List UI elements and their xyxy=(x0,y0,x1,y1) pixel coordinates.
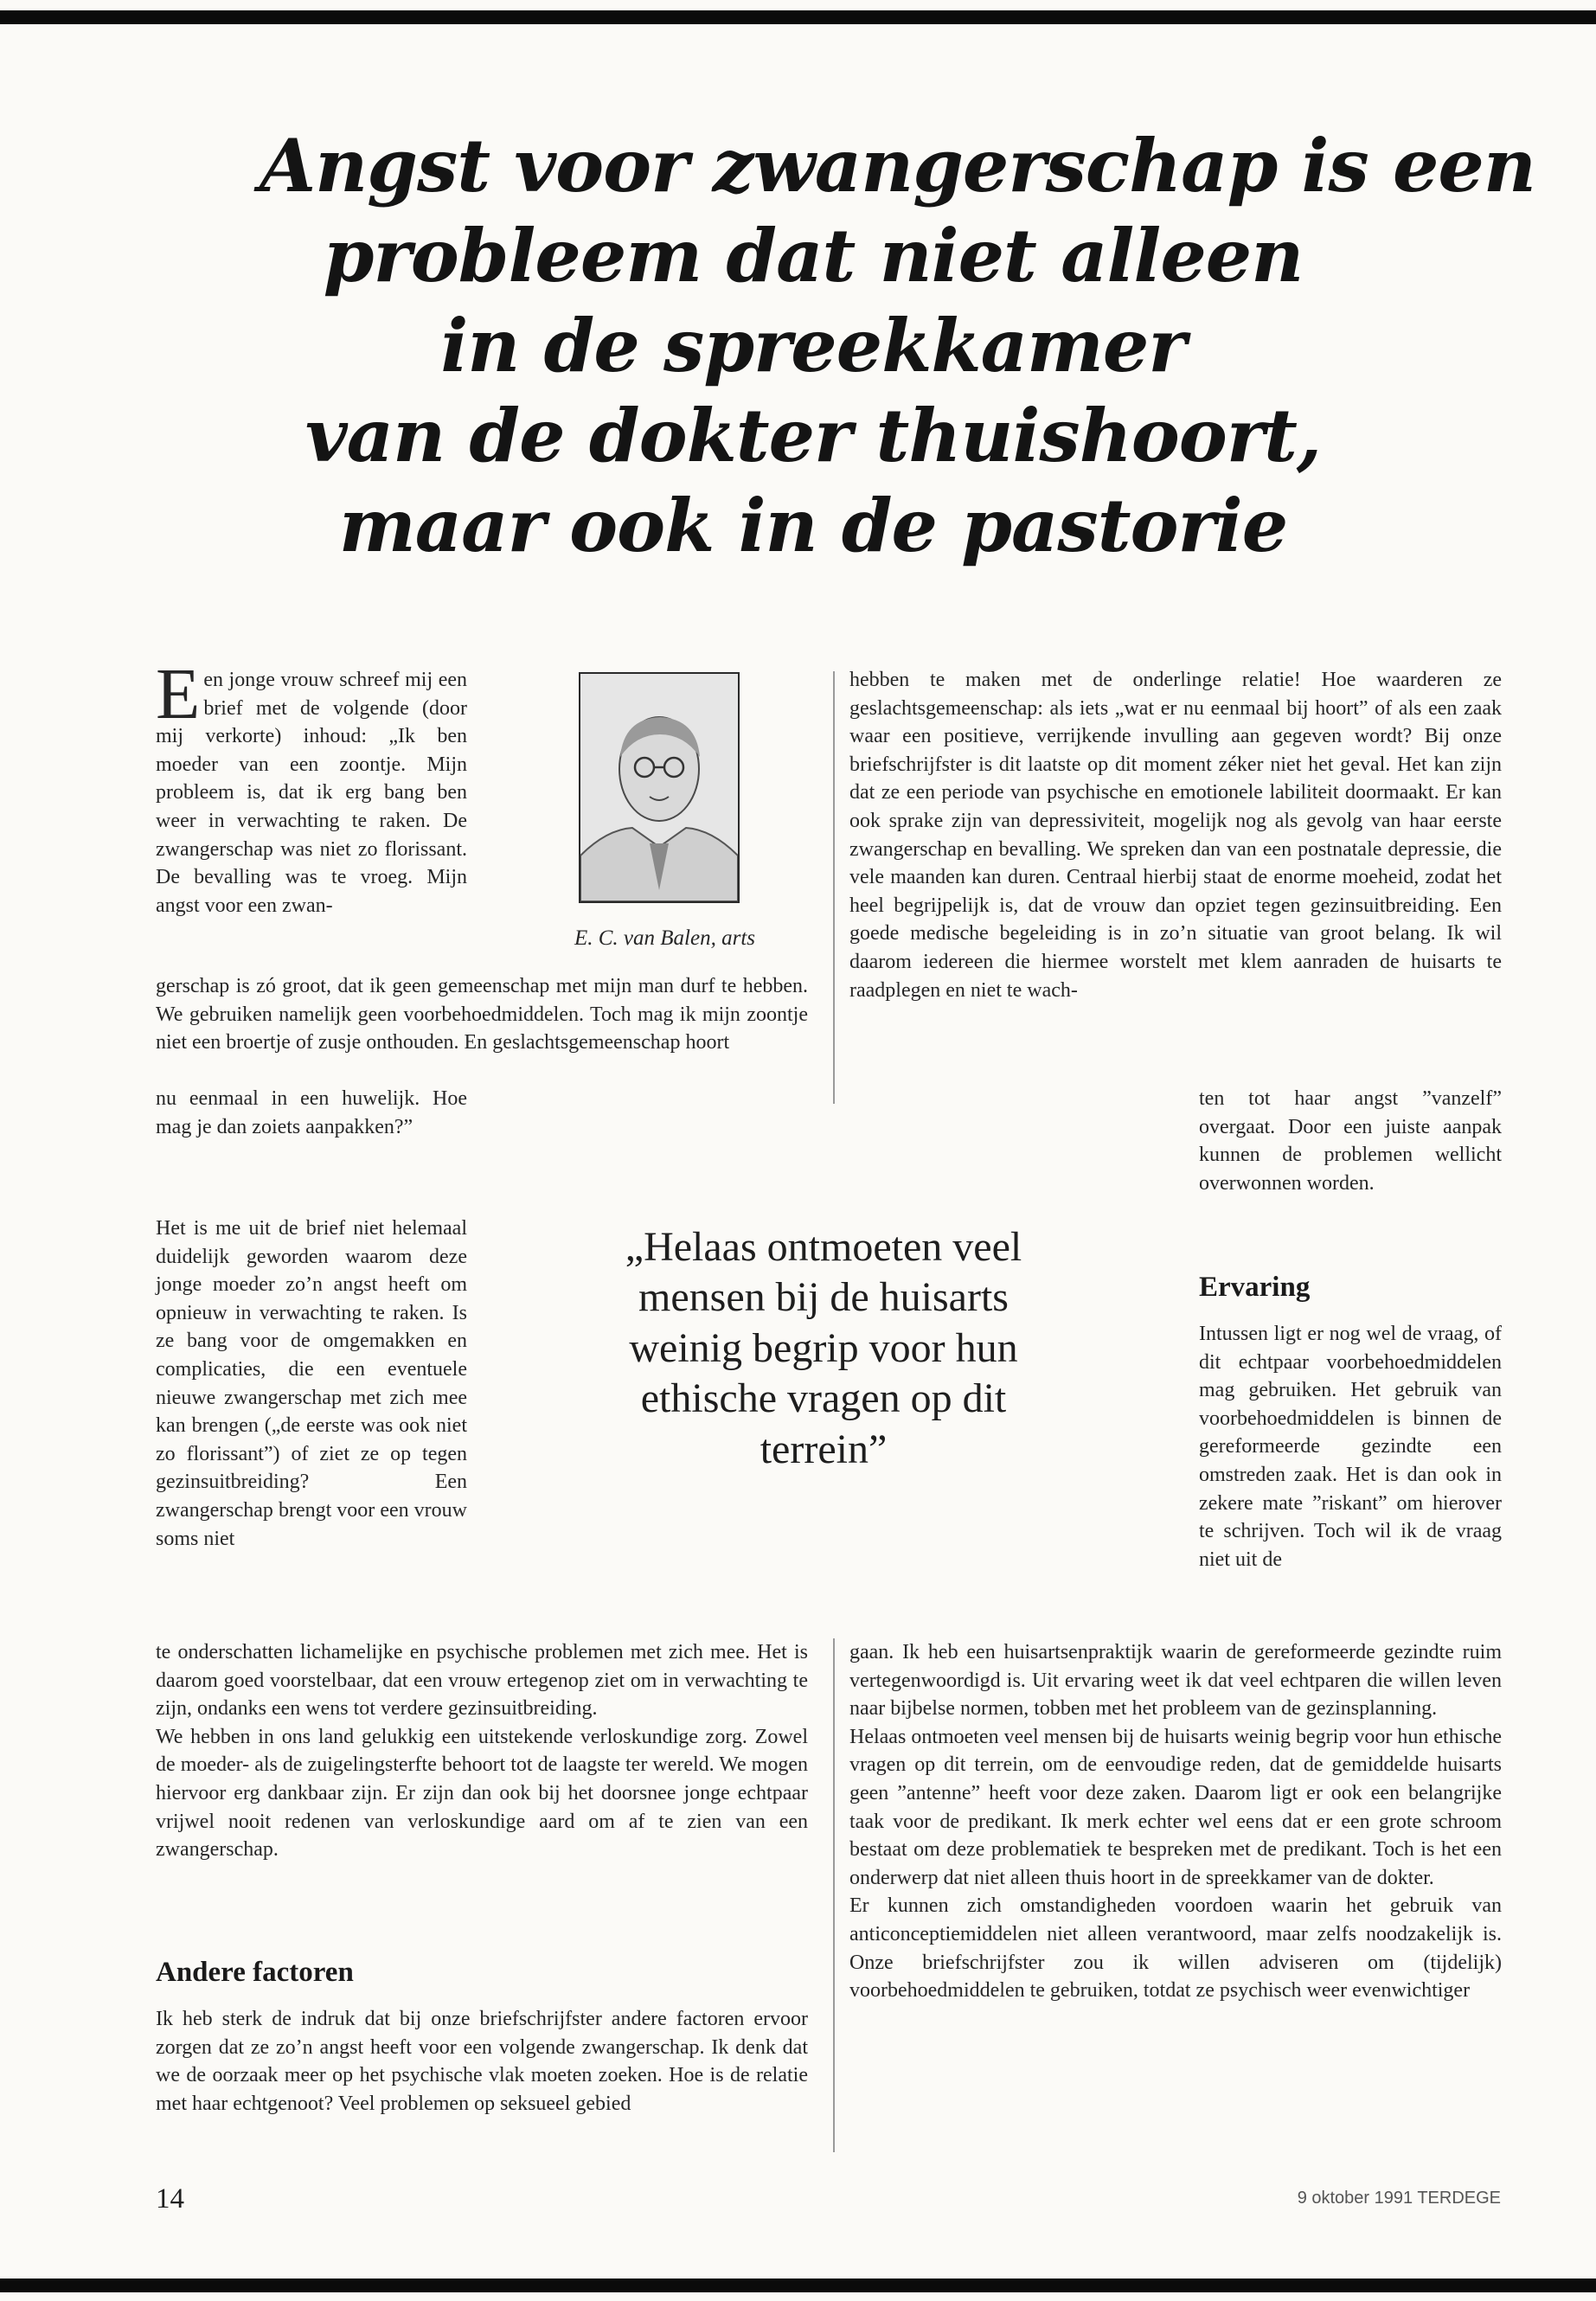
body-paragraph: We hebben in ons land gelukkig een uitstekende verloskundige zorg. Zowel de moeder- als de zuigelingsterfte behoort tot de laagste ter wereld. We mogen hiervoor erg dankbaar zijn. Er zijn dan ook bij het doorsnee jonge echtpaar vrijwel nooit redenen van verloskundige aard om af te zien van een zwangerschap. xyxy=(156,1725,808,1862)
title-line: Angst voor zwangerschap is een xyxy=(260,123,1535,208)
body-paragraph: Helaas ontmoeten veel mensen bij de huisarts weinig begrip voor hun ethische vragen op dit terrein, om de eenvoudige reden, dat de gemiddelde huisarts geen ”antenne” heeft voor deze zaken. Daarom ligt er ook een belangrijke taak voor de predikant. Ik merk echter wel eens dat er een grote schroom bestaat om deze problematiek te bespreken met de predikant. Toch is het een onderwerp dat niet alleen thuis hoort in de spreekkamer van de dokter. xyxy=(849,1725,1502,1889)
right-column-lower xyxy=(849,1638,1502,2005)
left-column-lower xyxy=(156,1638,808,1864)
article-title xyxy=(260,121,1535,571)
issue-date: 9 oktober 1991 TERDEGE xyxy=(1297,2189,1501,2208)
title-line: in de spreekkamer xyxy=(440,303,1186,388)
body-paragraph: Er kunnen zich omstandigheden voordoen waarin het gebruik van anticonceptiemiddelen niet alleen verantwoord, maar zelfs noodzakelijk is. Onze briefschrijfster zou ik willen adviseren om (tijdelijk) voorbehoedmiddelen te gebruiken, totdat ze psychisch weer evenwichtiger xyxy=(849,1894,1502,2003)
body-paragraph: Intussen ligt er nog wel de vraag, of dit echtpaar voorbehoedmiddelen mag gebruiken. Het gebruik van voorbehoedmiddelen is binnen de gereformeerde gezindte een omstreden zaak. Het is dan ook in zekere mate ”riskant” om hierover te schrijven. Toch wil ik de vraag niet uit de xyxy=(1199,1323,1502,1571)
body-paragraph: Het is me uit de brief niet helemaal duidelijk geworden waarom deze jonge moeder zo’n angst heeft om opnieuw in verwachting te raken. Is ze bang voor de omgemakken en complicaties, die een eventuele nieuwe zwangerschap met zich mee kan brengen („de eerste was ook niet zo florissant”) of ziet ze op tegen gezinsuitbreiding? Een zwangerschap brengt voor een vrouw soms niet xyxy=(156,1217,467,1550)
title-line: van de dokter thuishoort, xyxy=(304,393,1322,478)
left-column-tail xyxy=(156,1085,467,1141)
section-heading: Andere factoren xyxy=(156,1957,354,1988)
body-paragraph: Ik heb sterk de indruk dat bij onze briefschrijfster andere factoren ervoor zorgen dat ze zo’n angst heeft voor een volgende zwangerschap. Ik denk dat we de oorzaak meer op het psychische vlak moeten zoeken. Hoe is de relatie met haar echtgenoot? Veel problemen op seksueel gebied xyxy=(156,2008,808,2115)
photo-caption: E. C. van Balen, arts xyxy=(574,926,755,950)
title-line: maar ook in de pastorie xyxy=(338,483,1288,568)
body-paragraph: gaan. Ik heb een huisartsenpraktijk waarin de gereformeerde gezindte ruim vertegenwoordigd is. Uit ervaring weet ik dat veel echtparen die willen leven naar bijbelse normen, tobben met het probleem van de gezinsplanning. xyxy=(849,1641,1502,1721)
right-column-top xyxy=(849,666,1502,1004)
body-paragraph: ten tot haar angst ”vanzelf” overgaat. Door een juiste aanpak kunnen de problemen wellicht overwonnen worden. xyxy=(1199,1087,1502,1195)
title-line: probleem dat niet alleen xyxy=(323,213,1304,298)
left-column-end xyxy=(156,2005,808,2118)
column-rule xyxy=(833,1638,835,2152)
page-number: 14 xyxy=(156,2183,184,2214)
body-paragraph: gerschap is zó groot, dat ik geen gemeenschap met mijn man durf te hebben. We gebruiken namelijk geen voorbehoedmiddelen. Toch mag ik mijn zoontje niet een broertje of zusje onthouden. En geslachtsgemeenschap hoort xyxy=(156,975,808,1054)
body-paragraph: nu eenmaal in een huwelijk. Hoe mag je dan zoiets aanpakken?” xyxy=(156,1087,467,1138)
right-column-ervaring xyxy=(1199,1320,1502,1574)
column-rule xyxy=(833,671,835,1104)
section-heading: Ervaring xyxy=(1199,1272,1311,1303)
body-paragraph: te onderschatten lichamelijke en psychische problemen met zich mee. Het is daarom goed voorstelbaar, dat een vrouw ertegenop ziet om in verwachting te zijn, ondanks een wens tot verdere gezinsuitbreiding. xyxy=(156,1641,808,1721)
right-column-narrow xyxy=(1199,1085,1502,1197)
left-column-body xyxy=(156,972,808,1057)
pull-quote: „Helaas ontmoeten veel mensen bij de huisarts weinig begrip voor hun ethische vragen op dit terrein” xyxy=(625,1224,1022,1472)
left-column-narrow xyxy=(156,1215,467,1553)
body-paragraph: hebben te maken met de onderlinge relatie! Hoe waarderen ze geslachtsgemeenschap: als iets „wat er nu eenmaal bij hoort” of als een zaak waar een positieve, verrijkende invulling aan gegeven wordt? Bij onze briefschrijfster is dit laatste op dit moment zéker niet het geval. Het kan zijn dat ze een periode van psychische en emotionele labiliteit doormaakt. Er kan ook sprake zijn van depressiviteit, mogelijk nog als gevolg van haar eerste zwangerschap en bevalling. We spreken dan van een postnatale depressie, die vele maanden kan duren. Centraal hierbij staat de enorme moeheid, zodat het heel begrijpelijk is, dat de vrouw dan opziet tegen gezinsuitbreiding. Een goede medische begeleiding is in zo’n situatie van groot belang. Ik wil daarom iedereen die hiermee worstelt met klem aanraden de huisarts te raadplegen en niet te wach- xyxy=(849,669,1502,1002)
intro-paragraph: Een jonge vrouw schreef mij een brief met de volgende (door mij verkorte) inhoud: „Ik ben moeder van een zoontje. Mijn probleem is, dat ik erg bang ben weer in verwachting te raken. De zwangerschap was niet zo florissant. De bevalling was te vroeg. Mijn angst voor een zwan- xyxy=(156,654,467,917)
left-column-intro xyxy=(156,654,467,920)
author-portrait xyxy=(579,672,740,903)
portrait-illustration xyxy=(580,674,738,901)
